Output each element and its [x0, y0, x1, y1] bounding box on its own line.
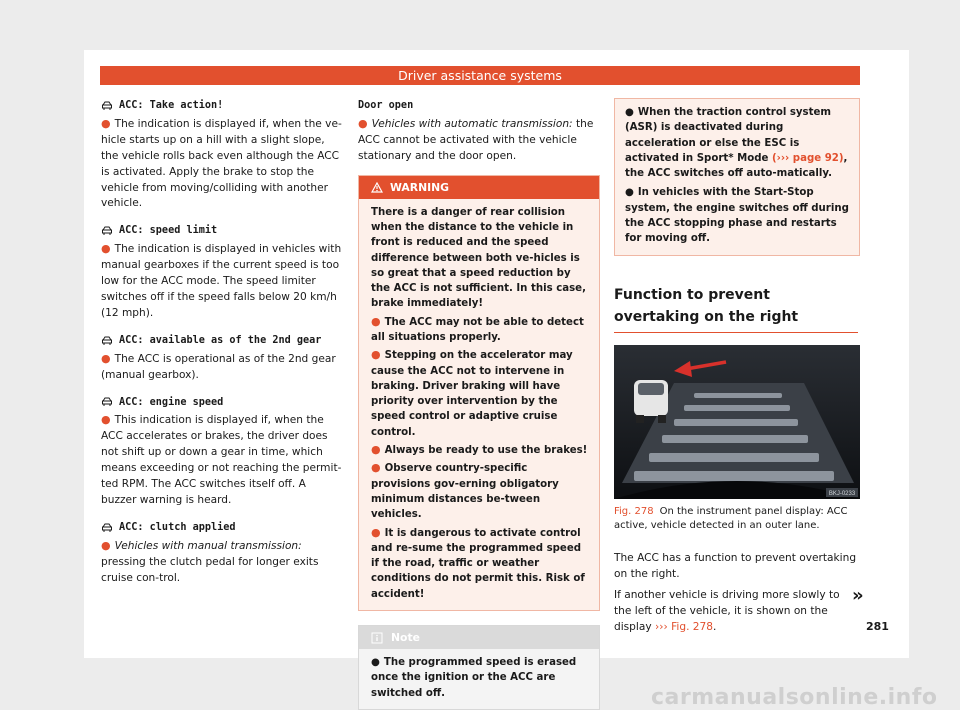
figure-code: BKJ-0233 — [828, 490, 856, 497]
warning-body: There is a danger of rear collision when the distance to the vehicle in front is reduced and the speed difference between both ve-hicles is so great that a speed reduction by the ACC is not sufficient. In this case, brake immediately! ● The ACC may not be able to detect all situations properly. ● Stepping on the accelerator may cause the ACC not to intervene in braking. Driver braking will have priority over intervention by the speed control or adaptive cruise control. ● Always be ready to use the brakes! ● Observe country-specific provisions gov-erning obligatory minimum distances be-tween vehicles. ● It is dangerous to activate control and re-sume the programmed speed if the road, traffic or weather conditions do not permit this. Risk of accident! — [371, 206, 588, 600]
bullet-icon: ● — [101, 538, 111, 552]
paragraph: ● The ACC is operational as of the 2nd gear (manual gearbox). — [101, 351, 336, 381]
bullet-icon: ● — [101, 413, 111, 427]
column-left — [101, 98, 343, 586]
section-title: Function to prevent overtaking on the right — [614, 284, 858, 333]
bullet-icon: ● — [358, 116, 368, 130]
body-text: The ACC has a function to prevent overtaking on the right. If another vehicle is driving more slowly to the left of the vehicle, it is shown on the display ››› Fig. 278. — [614, 551, 857, 634]
notice-box: ● When the traction control system (ASR) is deactivated during acceleration or else the ESC is activated in Sport* Mode (››› page 92), the ACC switches off auto-matically. ● In vehicles with the Start-Stop system, the engine switches off during the ACC stopping phase and restarts for moving off. — [614, 98, 860, 256]
warning-box — [358, 175, 600, 611]
paragraph: ● The indication is displayed in vehicles with manual gearboxes if the current speed is too low for the ACC mode. The speed limiter switches off if the speed falls below 20 km/h (12 mph). — [101, 242, 342, 319]
heading-text: ACC: Take action! — [119, 100, 224, 111]
section-heading — [101, 520, 343, 536]
chapter-header: Driver assistance systems — [100, 66, 860, 85]
heading-text: ACC: clutch applied — [119, 521, 236, 533]
bullet-icon: ● — [371, 657, 380, 669]
paragraph: ● This indication is displayed if, when the ACC accelerates or brakes, the driver does not shift up or down a gear in time, which means exceeding or not reaching the permit-ted RPM. The ACC switches itself off. A buzzer warning is heard. — [101, 413, 342, 506]
section-heading — [101, 395, 343, 411]
acc-car-icon — [101, 396, 113, 408]
section-heading — [101, 223, 343, 239]
note-box — [358, 625, 600, 710]
bullet-icon: ● — [625, 187, 634, 199]
page-number: 281 — [866, 620, 889, 633]
heading-text: ACC: speed limit — [119, 225, 218, 237]
paragraph: ● Vehicles with manual transmission: pressing the clutch pedal for longer exits cruise con-trol. — [101, 538, 319, 584]
bullet-icon: ● — [625, 107, 634, 118]
heading-text: Door open — [358, 100, 414, 111]
figure-caption: Fig. 278 On the instrument panel display: ACC active, vehicle detected in an outer lane. — [614, 505, 848, 531]
section-heading — [101, 98, 343, 114]
continued-marker: » — [852, 585, 864, 606]
figure-link[interactable]: ››› Fig. 278 — [655, 621, 714, 634]
heading-text: ACC: engine speed — [119, 396, 224, 408]
bullet-icon: ● — [371, 525, 381, 539]
info-icon — [371, 632, 383, 644]
bullet-icon: ● — [371, 314, 381, 328]
acc-car-icon — [101, 225, 113, 237]
bullet-icon: ● — [101, 242, 111, 256]
paragraph: ● The indication is displayed if, when the ve-hicle starts up on a hill with a slight slope, the vehicle rolls back even although the ACC is activated. Apply the brake to stop the vehicle from moving/colliding with another vehicle. — [101, 116, 342, 210]
note-header: Note — [359, 626, 599, 649]
bullet-icon: ● — [371, 461, 381, 475]
heading-text: ACC: available as of the 2nd gear — [119, 334, 322, 346]
instrument-display-illustration — [614, 345, 860, 499]
note-body: ● The programmed speed is erased once the ignition or the ACC are switched off. — [371, 657, 577, 699]
watermark: carmanualsonline.info — [651, 685, 938, 710]
bullet-icon: ● — [371, 348, 381, 362]
column-middle — [358, 98, 600, 710]
acc-car-icon — [101, 335, 113, 347]
paragraph: ● Vehicles with automatic transmission: the ACC cannot be activated with the vehicle stationary and the door open. — [358, 116, 594, 162]
page-link[interactable]: (››› page 92) — [771, 152, 844, 164]
warning-triangle-icon — [371, 182, 383, 193]
bullet-icon: ● — [371, 443, 381, 457]
column-right — [614, 98, 860, 636]
bullet-icon: ● — [101, 116, 111, 130]
section-heading — [101, 333, 343, 349]
acc-car-icon — [101, 100, 113, 112]
acc-car-icon — [101, 522, 113, 534]
bullet-icon: ● — [101, 351, 111, 365]
figure-image — [614, 345, 860, 499]
warning-header: WARNING — [359, 176, 599, 199]
